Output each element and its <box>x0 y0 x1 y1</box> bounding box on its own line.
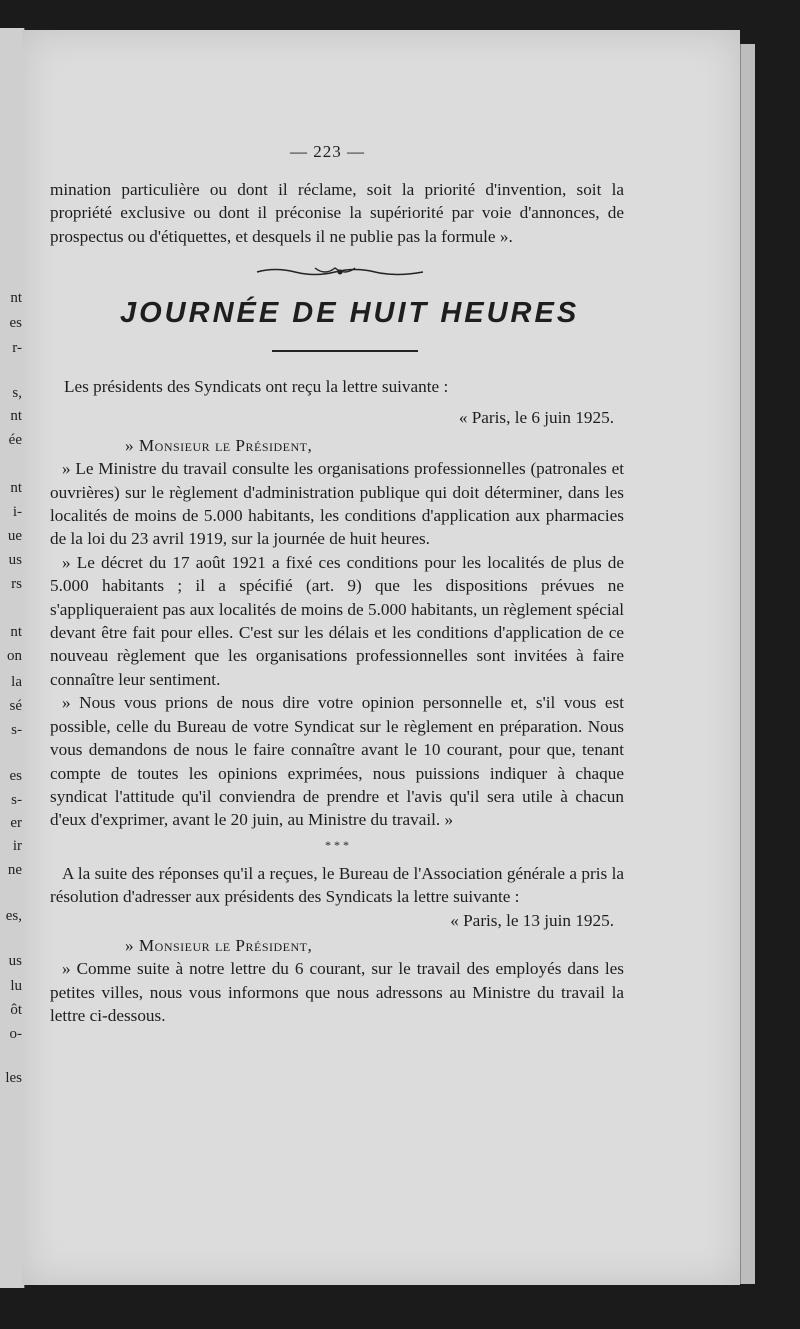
left-page-fragment: sé <box>9 698 22 714</box>
left-page-fragment: ir <box>12 838 22 854</box>
left-page-fragment: la <box>11 674 22 690</box>
left-page-fragment: es, <box>5 908 22 924</box>
left-page-fragment: es <box>9 768 22 784</box>
left-page-fragment: ue <box>7 528 22 544</box>
left-page-fragment: es <box>9 315 22 331</box>
page-number: — 223 — <box>290 142 365 161</box>
left-page-fragment: nt <box>10 480 22 496</box>
title-underline <box>272 350 418 352</box>
section-title: JOURNÉE DE HUIT HEURES <box>120 297 580 329</box>
left-page-fragment: r- <box>12 340 22 356</box>
letter2-salutation: » Monsieur le Président, <box>125 935 313 955</box>
section-separator: * * * <box>325 837 349 852</box>
left-page-fragment: us <box>8 552 22 568</box>
letter1-salutation: » Monsieur le Président, <box>125 435 313 455</box>
left-page-fragment: us <box>8 953 22 969</box>
book-page <box>22 30 740 1285</box>
left-page-fragment: rs <box>11 576 22 592</box>
left-page-fragment: i- <box>12 504 22 520</box>
left-page-fragment: on <box>7 648 22 664</box>
ornament-divider <box>255 263 425 281</box>
left-page-fragment: s- <box>11 722 22 738</box>
left-page-fragment: s- <box>11 792 22 808</box>
left-page-fragment: ée <box>8 432 22 448</box>
left-page-fragment: s, <box>12 385 22 401</box>
page-edge <box>740 44 755 1284</box>
left-page-fragment: nt <box>10 290 22 306</box>
left-page-fragment: ôt <box>10 1002 22 1018</box>
intro-text: Les présidents des Syndicats ont reçu la lettre suivante : <box>64 377 449 396</box>
left-page-fragment: nt <box>10 624 22 640</box>
letter2-date: « Paris, le 13 juin 1925. <box>450 910 614 930</box>
left-page-fragment: o- <box>9 1026 22 1042</box>
opening-paragraph: mination particulière ou dont il réclame, soit la priorité d'invention, soit la propriété exclusive ou dont il préconise la supériorité par voie d'annonces, de prospectus ou d'étiquettes, et desquels il ne publie pas la formule ». <box>50 180 624 246</box>
letter2-paragraph: » Comme suite à notre lettre du 6 courant, sur le travail des employés dans les petites villes, nous vous informons que nous adressons au Ministre du travail la lettre ci-dessous. <box>50 959 624 1026</box>
letter1-paragraph: » Le Ministre du travail consulte les organisations professionnelles (patronales et ouvrières) sur le règlement d'administration publique qui doit déterminer, dans les localités de moins de 5.000 habitants, les conditions d'application aux pharmacies de la loi du 23 avril 1919, sur la journée de huit heures. <box>50 459 624 549</box>
left-page-fragment: nt <box>10 408 22 424</box>
second-intro: A la suite des réponses qu'il a reçues, le Bureau de l'Association générale a pris la résolution d'adresser aux présidents des Syndicats la lettre suivante : <box>50 863 624 907</box>
letter1-date: « Paris, le 6 juin 1925. <box>458 408 614 428</box>
left-page-fragment: lu <box>10 978 22 994</box>
letter1-paragraph: » Le décret du 17 août 1921 a fixé ces conditions pour les localités de plus de 5.000 habitants ; il a spécifié (art. 9) que les dispositions prévues ne s'appliqueraient pas aux localités de moins de 5.000 habitants, un règlement spécial devant être fait pour elles. C'est sur les délais et les conditions d'application de ce nouveau règlement que les organisations professionnelles sont invitées à faire connaître leur sentiment. <box>50 552 624 689</box>
left-page-fragment: les <box>5 1070 22 1086</box>
letter1-paragraph: » Nous vous prions de nous dire votre opinion personnelle et, s'il vous est possible, celle du Bureau de votre Syndicat sur le règlement en préparation. Nous vous demandons de nous le faire connaître avant le 10 courant, pour que, tenant compte de toutes les opinions exprimées, nous puissions indiquer à chaque syndicat l'attitude qu'il conviendra de prendre et l'avis qu'il sera utile à chacun d'eux d'exprimer, avant le 20 juin, au Ministre du travail. » <box>50 693 624 830</box>
left-page-fragment: ne <box>7 862 22 878</box>
left-page-fragment: er <box>10 815 22 831</box>
